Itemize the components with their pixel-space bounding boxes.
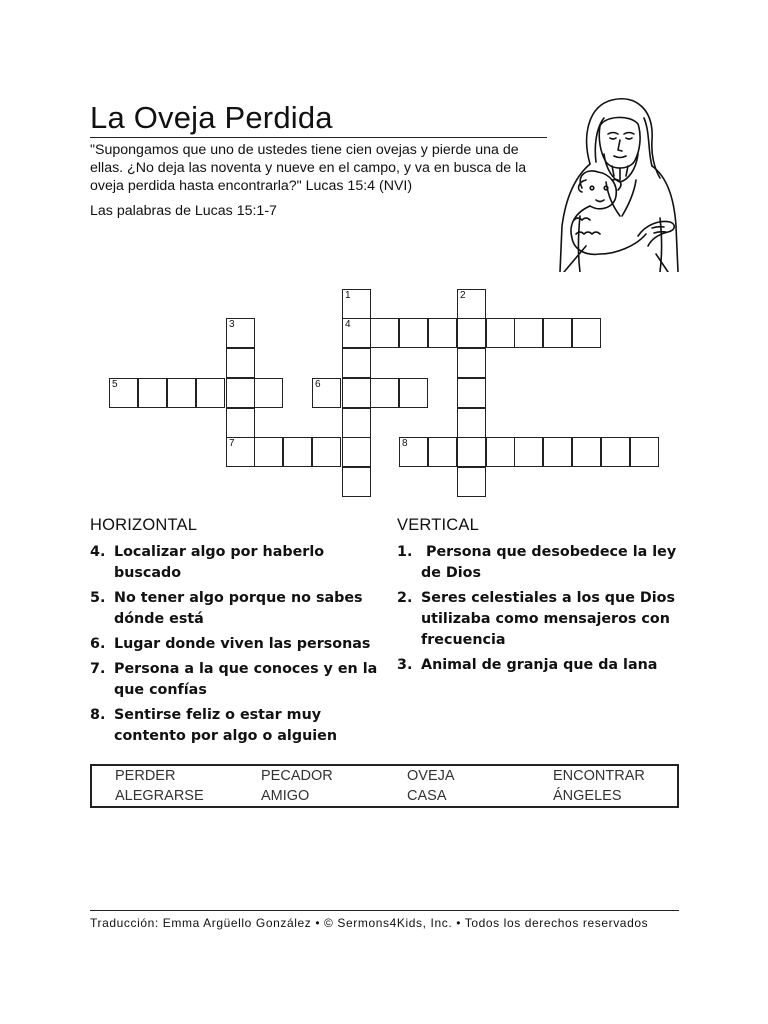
crossword-cell[interactable] (399, 318, 428, 348)
crossword-cell[interactable] (312, 378, 341, 408)
clue-item: 2. Seres celestiales a los que Dios utilizaba como mensajeros con frecuencia (397, 590, 675, 648)
clue-number: 6 (315, 379, 321, 390)
crossword-cell[interactable] (457, 437, 486, 467)
crossword-cell[interactable] (342, 289, 371, 319)
crossword-cell[interactable] (342, 437, 371, 467)
clue-number: 8 (402, 438, 408, 449)
crossword-cell[interactable] (226, 437, 255, 467)
word-bank-item: AMIGO (261, 788, 310, 804)
footer-credits: Traducción: Emma Argüello González • © Sermons4Kids, Inc. • Todos los derechos reservados (90, 916, 649, 930)
word-bank-item: OVEJA (407, 768, 455, 784)
clue-item: 7. Persona a la que conoces y en la que confías (90, 661, 378, 698)
crossword-cell[interactable] (109, 378, 138, 408)
crossword-cell[interactable] (630, 437, 659, 467)
crossword-cell[interactable] (138, 378, 167, 408)
crossword-cell[interactable] (226, 408, 255, 438)
word-bank (90, 764, 679, 808)
clue-item: 5. No tener algo porque no sabes dónde está (90, 590, 363, 627)
crossword-cell[interactable] (457, 289, 486, 319)
crossword-cell[interactable] (226, 318, 255, 348)
clue-item: 6. Lugar donde viven las personas (90, 636, 371, 652)
crossword-cell[interactable] (457, 408, 486, 438)
crossword-cell[interactable] (428, 437, 457, 467)
word-bank-item: PECADOR (261, 768, 333, 784)
clue-item: 4. Localizar algo por haberlo buscado (90, 544, 325, 581)
scripture-reference: Las palabras de Lucas 15:1-7 (90, 203, 277, 219)
vertical-heading: VERTICAL (397, 516, 479, 534)
crossword-cell[interactable] (572, 318, 601, 348)
clue-item: 8. Sentirse feliz o estar muy contento por algo o alguien (90, 707, 338, 744)
crossword-cell[interactable] (514, 318, 543, 348)
horizontal-clues (90, 542, 380, 751)
crossword-cell[interactable] (543, 318, 572, 348)
word-bank-item: ALEGRARSE (115, 788, 204, 804)
crossword-cell[interactable] (601, 437, 630, 467)
crossword-cell[interactable] (399, 437, 428, 467)
crossword-cell[interactable] (370, 318, 399, 348)
crossword-cell[interactable] (196, 378, 225, 408)
clue-item: 1. Persona que desobedece la ley de Dios (397, 544, 682, 581)
horizontal-heading: HORIZONTAL (90, 516, 198, 534)
word-bank-item: PERDER (115, 768, 176, 784)
crossword-cell[interactable] (572, 437, 601, 467)
crossword-cell[interactable] (399, 378, 428, 408)
crossword-cell[interactable] (457, 348, 486, 378)
clue-number: 7 (229, 438, 235, 449)
crossword-cell[interactable] (342, 467, 371, 497)
crossword-cell[interactable] (486, 318, 515, 348)
word-bank-item: CASA (407, 788, 447, 804)
footer-divider (90, 910, 679, 911)
clue-item: 3. Animal de granja que da lana (397, 657, 658, 673)
crossword-cell[interactable] (370, 378, 399, 408)
crossword-cell[interactable] (312, 437, 341, 467)
clue-number: 2 (460, 290, 466, 301)
clue-number: 5 (112, 379, 118, 390)
crossword-cell[interactable] (543, 437, 572, 467)
bible-quote: "Supongamos que uno de ustedes tiene cien ovejas y pierde una de ellas. ¿No deja las noventa y nueve en el campo, y va en busca de la oveja perdida hasta encontrarla?" Lucas 15:4 (NVI) (90, 142, 527, 194)
crossword-cell[interactable] (254, 378, 283, 408)
clue-number: 4 (345, 319, 351, 330)
crossword-cell[interactable] (457, 378, 486, 408)
crossword-cell[interactable] (167, 378, 196, 408)
crossword-cell[interactable] (457, 318, 486, 348)
crossword-cell[interactable] (486, 437, 515, 467)
crossword-cell[interactable] (226, 378, 255, 408)
crossword-cell[interactable] (342, 318, 371, 348)
vertical-clues (397, 542, 687, 680)
crossword-cell[interactable] (226, 348, 255, 378)
crossword-cell[interactable] (254, 437, 283, 467)
crossword-cell[interactable] (342, 408, 371, 438)
crossword-cell[interactable] (342, 378, 371, 408)
crossword-cell[interactable] (428, 318, 457, 348)
clue-number: 1 (345, 290, 351, 301)
crossword-cell[interactable] (342, 348, 371, 378)
page-title: La Oveja Perdida (90, 100, 333, 135)
clue-number: 3 (229, 319, 235, 330)
word-bank-item: ENCONTRAR (553, 768, 645, 784)
crossword-cell[interactable] (283, 437, 312, 467)
crossword-cell[interactable] (457, 467, 486, 497)
word-bank-item: ÁNGELES (553, 788, 622, 804)
crossword-cell[interactable] (514, 437, 543, 467)
